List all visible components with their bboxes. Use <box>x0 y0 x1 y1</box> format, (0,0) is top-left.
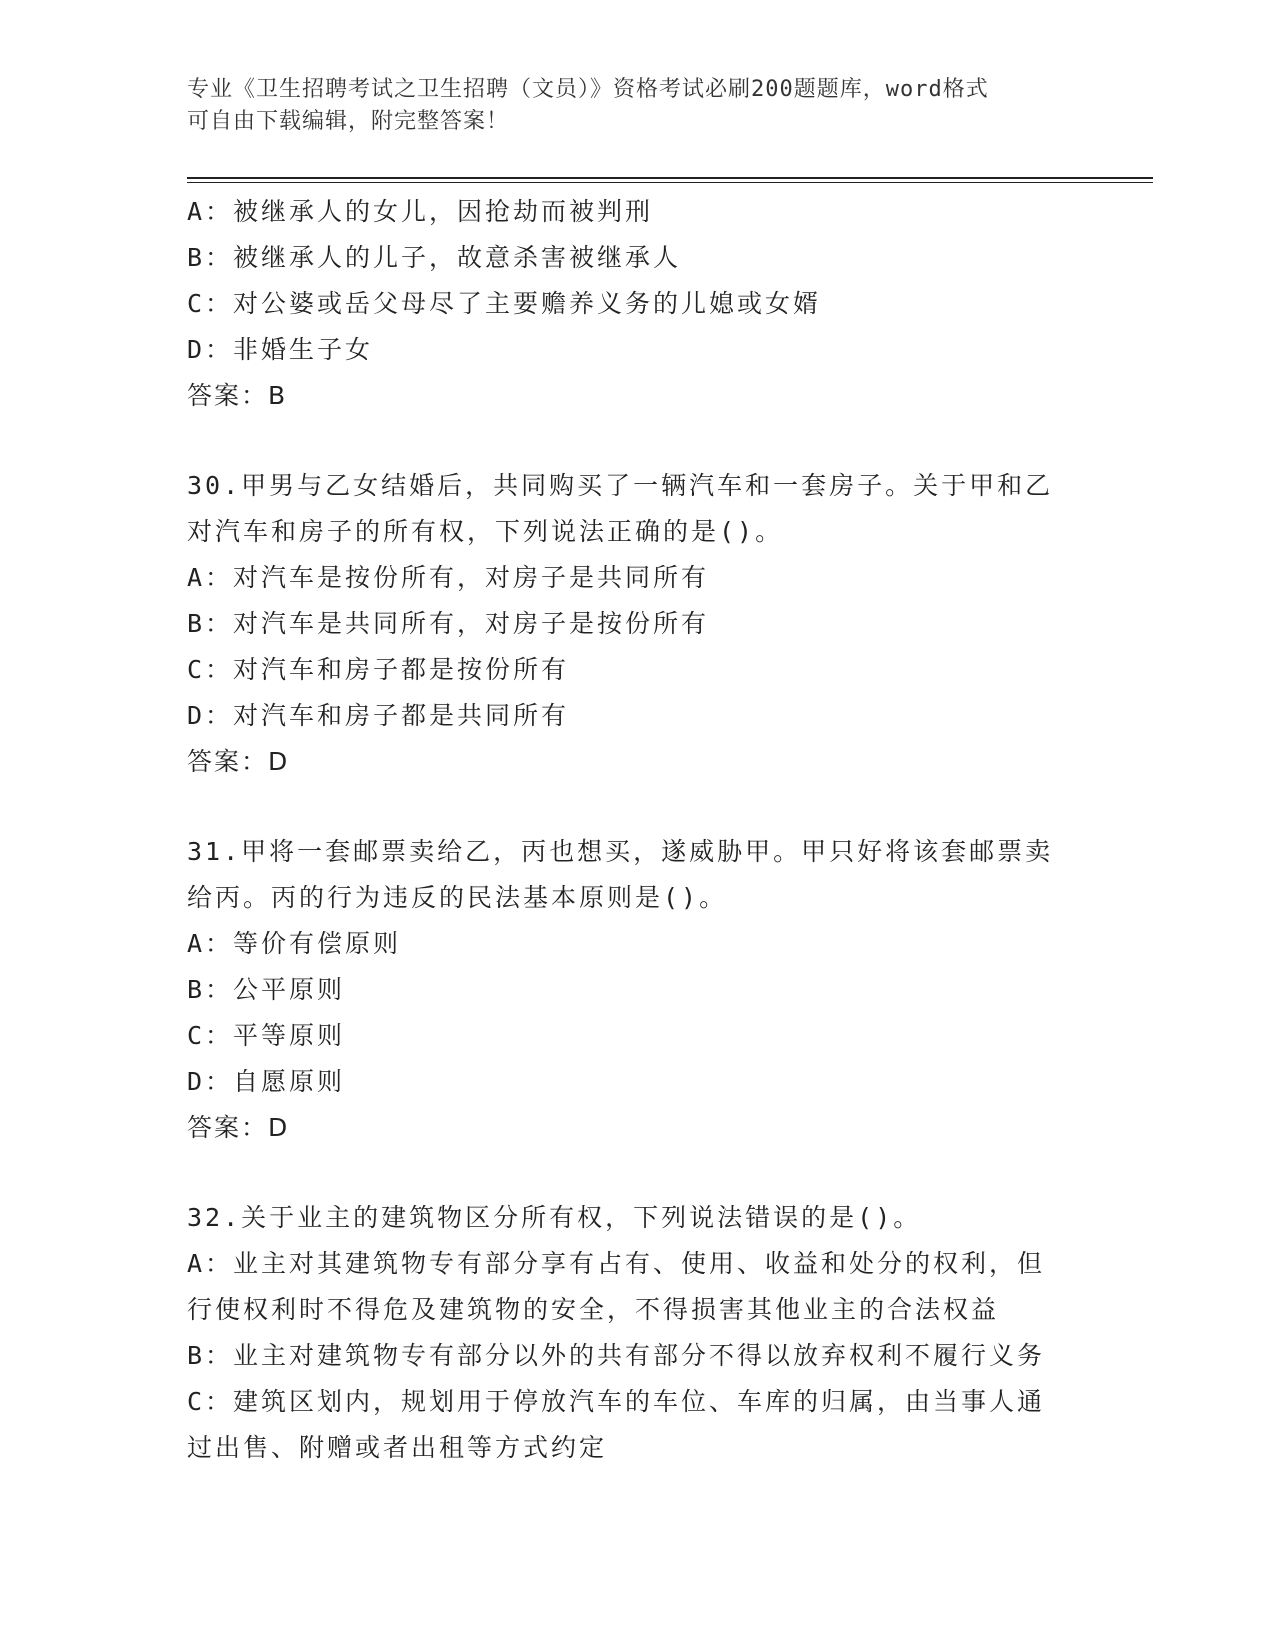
q30-option-b: B：对汽车是共同所有，对房子是按份所有 <box>187 609 710 638</box>
q30-option-c: C：对汽车和房子都是按份所有 <box>187 655 570 684</box>
header-rule-thick <box>187 177 1153 179</box>
q30-option-d: D：对汽车和房子都是共同所有 <box>187 701 570 730</box>
q32-option-c-line-1: C：建筑区划内，规划用于停放汽车的车位、车库的归属，由当事人通 <box>187 1387 1046 1416</box>
q32-option-c-line-2: 过出售、附赠或者出租等方式约定 <box>187 1433 608 1462</box>
q32-stem: 32.关于业主的建筑物区分所有权，下列说法错误的是()。 <box>187 1203 922 1232</box>
question-32-block <box>187 1195 1087 1471</box>
header-title-line-2: 可自由下载编辑，附完整答案！ <box>187 109 510 134</box>
q29-option-a: A：被继承人的女儿，因抢劫而被判刑 <box>187 197 654 226</box>
q32-option-b: B：业主对建筑物专有部分以外的共有部分不得以放弃权利不履行义务 <box>187 1341 1046 1370</box>
header-title-line-1: 专业《卫生招聘考试之卫生招聘（文员）》资格考试必刷200题题库，word格式 <box>187 77 989 102</box>
q31-answer: 答案：D <box>187 1113 290 1142</box>
q31-stem-line-1: 31.甲将一套邮票卖给乙，丙也想买，遂威胁甲。甲只好将该套邮票卖 <box>187 837 1054 866</box>
q31-option-b: B：公平原则 <box>187 975 346 1004</box>
question-30-block <box>187 463 1087 785</box>
q31-option-c: C：平等原则 <box>187 1021 346 1050</box>
q29-answer: 答案：B <box>187 381 288 410</box>
q32-option-a-line-1: A：业主对其建筑物专有部分享有占有、使用、收益和处分的权利，但 <box>187 1249 1046 1278</box>
q29-option-c: C：对公婆或岳父母尽了主要赡养义务的儿媳或女婿 <box>187 289 822 318</box>
q29-option-d: D：非婚生子女 <box>187 335 374 364</box>
header-rule-thin <box>187 182 1153 183</box>
question-spacer <box>187 419 1087 463</box>
q31-option-a: A：等价有偿原则 <box>187 929 402 958</box>
q30-option-a: A：对汽车是按份所有，对房子是共同所有 <box>187 563 710 592</box>
page-header <box>187 74 1087 138</box>
question-spacer <box>187 1151 1087 1195</box>
q31-stem-line-2: 给丙。丙的行为违反的民法基本原则是()。 <box>187 883 728 912</box>
q30-answer: 答案：D <box>187 747 290 776</box>
q29-option-b: B：被继承人的儿子，故意杀害被继承人 <box>187 243 682 272</box>
question-list <box>187 189 1087 1471</box>
q30-stem-line-1: 30.甲男与乙女结婚后，共同购买了一辆汽车和一套房子。关于甲和乙 <box>187 471 1054 500</box>
question-31-block <box>187 829 1087 1151</box>
q32-option-a-line-2: 行使权利时不得危及建筑物的安全，不得损害其他业主的合法权益 <box>187 1295 1000 1324</box>
question-spacer <box>187 785 1087 829</box>
question-29-block <box>187 189 1087 419</box>
q31-option-d: D：自愿原则 <box>187 1067 346 1096</box>
q30-stem-line-2: 对汽车和房子的所有权，下列说法正确的是()。 <box>187 517 784 546</box>
